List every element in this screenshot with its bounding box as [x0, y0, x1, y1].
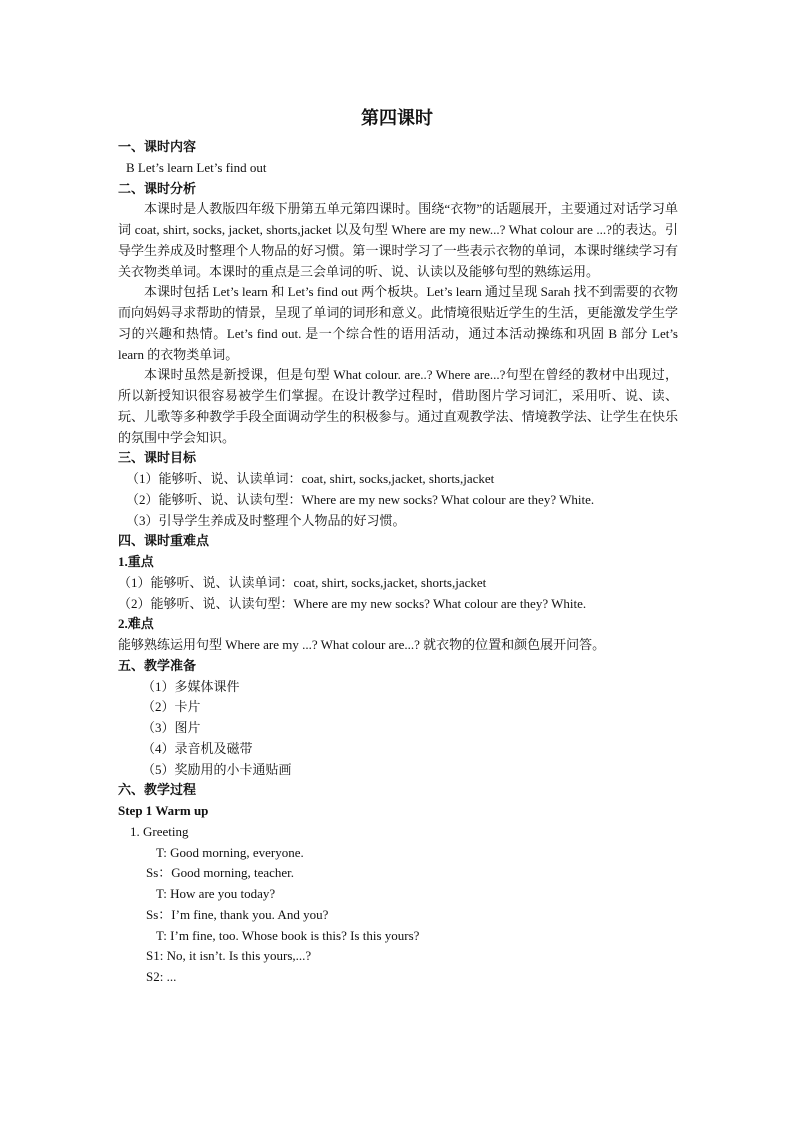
key-point-item: （1）能够听、说、认读单词：coat, shirt, socks,jacket, shorts,jacket — [118, 574, 487, 590]
page-title: 第四课时 — [361, 108, 433, 128]
greeting-label: 1. Greeting — [130, 823, 189, 839]
difficulty-text: 能够熟练运用句型 Where are my ...? What colour are...? 就衣物的位置和颜色展开问答。 — [118, 637, 606, 652]
key-points-subheading: 1.重点 — [118, 554, 154, 569]
preparation-item: （4）录音机及磁带 — [142, 740, 253, 756]
analysis-paragraph-2: 本课时包括 Let’s learn 和 Let’s find out 两个板块。Let’s learn 通过呈现 Sarah 找不到需要的衣物而向妈妈寻求帮助的情景，呈现了单词的词形和意义。此情境很贴近学生的生活，更能激发学生学习的兴趣和热情。Let’s find out. 是一个综合性的语用活动，通过本活动操练和巩固 B 部分 Let’s learn 的衣物类单词。 — [118, 284, 678, 362]
section-heading-content: 一、课时内容 — [118, 139, 197, 154]
dialog-line: T: Good morning, everyone. — [156, 844, 304, 860]
goal-item: （1）能够听、说、认读单词：coat, shirt, socks,jacket, shorts,jacket — [126, 471, 495, 486]
key-point-item: （2）能够听、说、认读句型：Where are my new socks? What colour are they? White. — [118, 595, 587, 611]
section-heading-goals: 三、课时目标 — [118, 450, 197, 466]
dialog-line: T: How are you today? — [156, 886, 276, 901]
section-heading-key-points: 四、课时重难点 — [118, 533, 210, 549]
dialog-line: Ss：Good morning, teacher. — [146, 865, 295, 881]
dialog-line: T: I’m fine, too. Whose book is this? Is this yours? — [156, 927, 420, 943]
document-body — [118, 137, 678, 988]
difficulty-subheading: 2.难点 — [118, 616, 154, 632]
preparation-item: （2）卡片 — [142, 699, 201, 715]
goal-item: （3）引导学生养成及时整理个人物品的好习惯。 — [126, 512, 406, 528]
section-heading-preparation: 五、教学准备 — [118, 657, 197, 673]
dialog-line: S2: ... — [146, 969, 177, 984]
section-heading-analysis: 二、课时分析 — [118, 180, 197, 196]
section-heading-process: 六、教学过程 — [118, 782, 197, 798]
analysis-paragraph-3: 本课时虽然是新授课，但是句型 What colour. are..? Where are...?句型在曾经的教材中出现过，所以新授知识很容易被学生们掌握。在设计教学过程时，借助图片学习词汇，采用听、说、读、 玩、儿歌等多种教学手段全面调动学生的积极参与。通过直观教学法、情境教学法、让学生在快乐的氛围中学会知识。 — [118, 367, 678, 445]
dialog-line: Ss：I’m fine, thank you. And you? — [146, 906, 329, 922]
preparation-item: （1）多媒体课件 — [142, 678, 240, 694]
preparation-item: （3）图片 — [142, 720, 201, 735]
step-heading: Step 1 Warm up — [118, 803, 209, 818]
goal-item: （2）能够听、说、认读句型：Where are my new socks? What colour are they? White. — [126, 491, 595, 507]
dialog-line: S1: No, it isn’t. Is this yours,...? — [146, 948, 312, 964]
lesson-content-text: B Let’s learn Let’s find out — [126, 159, 267, 175]
preparation-item: （5）奖励用的小卡通贴画 — [142, 761, 292, 777]
analysis-paragraph-1: 本课时是人教版四年级下册第五单元第四课时。围绕“衣物”的话题展开，主要通过对话学习单词 coat, shirt, socks, jacket, shorts,jacket 以及句型 Where are my new...? What colour are ...?的表达。引导学生养成及时整理个人物品的好习惯。第一课时学习了一些表示衣物的单词，本课时继续学习有关衣物类单词。本课时的重点是三会单词的听、说、认读以及能够句型的熟练运用。 — [118, 201, 678, 279]
